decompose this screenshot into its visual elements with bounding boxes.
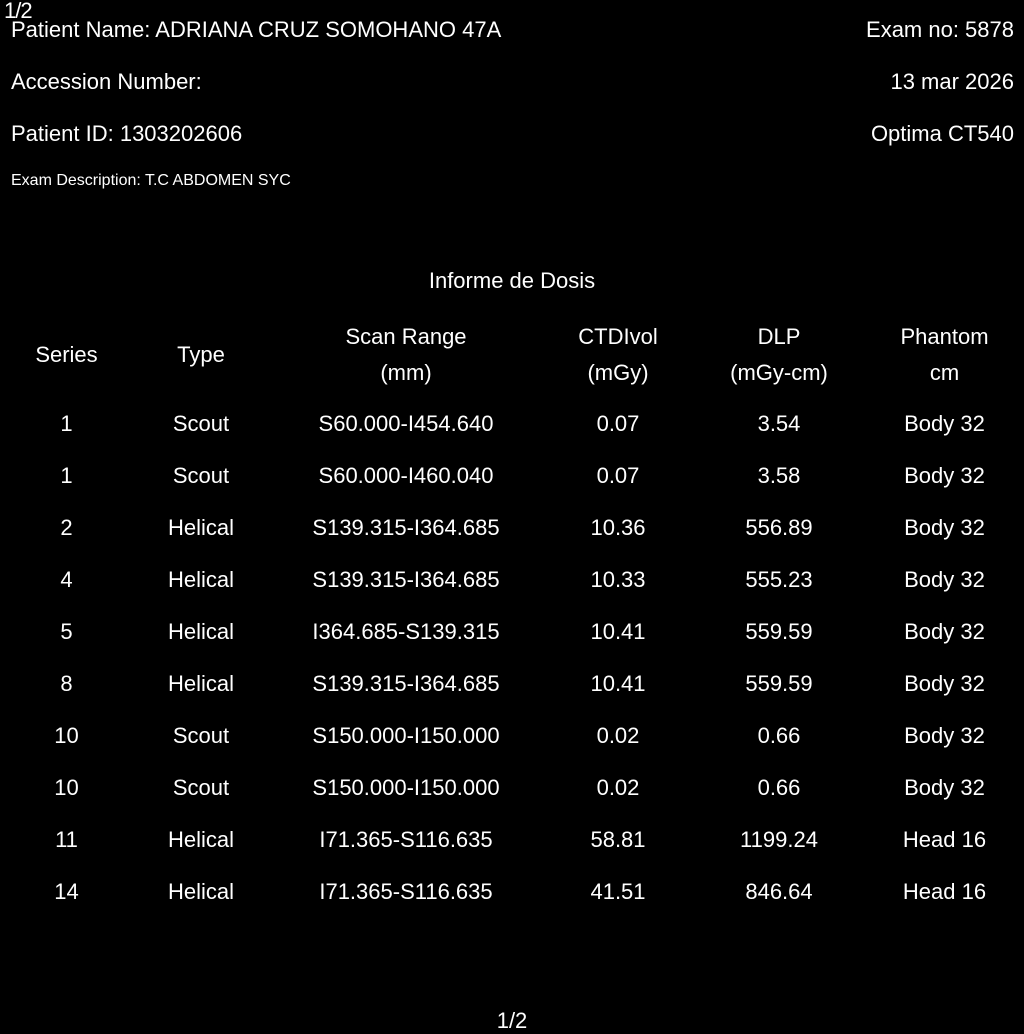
- column-header-scan-range-unit: (mm): [380, 360, 432, 385]
- cell-ctdivol: 10.33: [590, 567, 646, 592]
- cell-dlp: 559.59: [745, 619, 813, 644]
- dose-report-table: [0, 318, 1024, 918]
- cell-series: 1: [60, 411, 73, 436]
- exam-number: Exam no: 5878: [866, 17, 1014, 42]
- cell-scan-range: S60.000-I460.040: [318, 463, 494, 488]
- cell-ctdivol: 58.81: [590, 827, 646, 852]
- cell-dlp: 3.54: [757, 411, 801, 436]
- cell-type: Scout: [172, 463, 230, 488]
- column-header-scan-range-label: Scan Range: [345, 324, 467, 349]
- table-row: [0, 398, 1024, 450]
- table-row: [0, 450, 1024, 502]
- cell-scan-range: S139.315-I364.685: [312, 671, 500, 696]
- column-header-ctdivol: [543, 318, 693, 392]
- cell-ctdivol: 0.02: [596, 723, 640, 748]
- accession-number: Accession Number:: [11, 69, 202, 94]
- column-header-ctdivol-unit: (mGy): [587, 360, 649, 385]
- cell-scan-range: S60.000-I454.640: [318, 411, 494, 436]
- cell-type: Helical: [167, 827, 235, 852]
- patient-name: Patient Name: ADRIANA CRUZ SOMOHANO 47A: [11, 17, 502, 42]
- page-counter-top: 1/2: [4, 0, 32, 23]
- cell-scan-range: I364.685-S139.315: [312, 619, 500, 644]
- cell-series: 4: [60, 567, 73, 592]
- cell-ctdivol: 10.41: [590, 671, 646, 696]
- cell-ctdivol: 0.07: [596, 411, 640, 436]
- table-header-row: [0, 318, 1024, 392]
- cell-series: 1: [60, 463, 73, 488]
- cell-series: 14: [54, 879, 79, 904]
- column-header-phantom-unit: cm: [929, 360, 960, 385]
- table-row: [0, 762, 1024, 814]
- cell-phantom: Body 32: [904, 775, 985, 800]
- header-row-1: [11, 16, 1014, 44]
- cell-type: Helical: [167, 567, 235, 592]
- cell-phantom: Body 32: [904, 567, 985, 592]
- cell-type: Scout: [172, 723, 230, 748]
- cell-series: 10: [54, 775, 79, 800]
- cell-type: Helical: [167, 879, 235, 904]
- cell-ctdivol: 41.51: [590, 879, 646, 904]
- column-header-type-label: Type: [177, 342, 225, 367]
- cell-dlp: 0.66: [757, 775, 801, 800]
- header-row-2: [11, 68, 1014, 96]
- cell-series: 5: [60, 619, 73, 644]
- table-row: [0, 606, 1024, 658]
- table-row: [0, 658, 1024, 710]
- cell-type: Helical: [167, 619, 235, 644]
- exam-date: 13 mar 2026: [890, 69, 1014, 94]
- column-header-ctdivol-label: CTDIvol: [578, 324, 658, 349]
- column-header-dlp-label: DLP: [757, 324, 801, 349]
- report-title: Informe de Dosis: [428, 268, 596, 293]
- cell-series: 10: [54, 723, 79, 748]
- cell-phantom: Body 32: [904, 671, 985, 696]
- column-header-type: [133, 318, 269, 392]
- cell-phantom: Body 32: [904, 411, 985, 436]
- table-row: [0, 866, 1024, 918]
- cell-dlp: 555.23: [745, 567, 813, 592]
- cell-ctdivol: 10.41: [590, 619, 646, 644]
- cell-phantom: Body 32: [904, 515, 985, 540]
- cell-dlp: 559.59: [745, 671, 813, 696]
- column-header-phantom-label: Phantom: [900, 324, 989, 349]
- column-header-dlp-unit: (mGy-cm): [730, 360, 828, 385]
- cell-series: 11: [55, 827, 78, 852]
- table-row: [0, 710, 1024, 762]
- cell-scan-range: I71.365-S116.635: [319, 827, 493, 852]
- cell-scan-range: I71.365-S116.635: [319, 879, 493, 904]
- header-row-3: [11, 120, 1014, 148]
- cell-phantom: Head 16: [902, 827, 987, 852]
- cell-scan-range: S139.315-I364.685: [312, 567, 500, 592]
- table-row: [0, 814, 1024, 866]
- cell-type: Scout: [172, 411, 230, 436]
- cell-phantom: Body 32: [904, 619, 985, 644]
- cell-dlp: 0.66: [757, 723, 801, 748]
- cell-phantom: Body 32: [904, 463, 985, 488]
- cell-phantom: Body 32: [904, 723, 985, 748]
- table-row: [0, 554, 1024, 606]
- patient-id: Patient ID: 1303202606: [11, 121, 243, 146]
- cell-ctdivol: 0.02: [596, 775, 640, 800]
- column-header-scan-range: [269, 318, 543, 392]
- cell-dlp: 3.58: [757, 463, 801, 488]
- cell-ctdivol: 10.36: [590, 515, 646, 540]
- cell-scan-range: S139.315-I364.685: [312, 515, 500, 540]
- cell-dlp: 846.64: [745, 879, 813, 904]
- cell-scan-range: S150.000-I150.000: [312, 723, 500, 748]
- column-header-dlp: [693, 318, 865, 392]
- cell-scan-range: S150.000-I150.000: [312, 775, 500, 800]
- page-counter-bottom: 1/2: [496, 1008, 528, 1033]
- exam-description: Exam Description: T.C ABDOMEN SYC: [11, 172, 291, 189]
- cell-type: Scout: [172, 775, 230, 800]
- cell-series: 8: [60, 671, 73, 696]
- cell-phantom: Head 16: [902, 879, 987, 904]
- cell-type: Helical: [167, 515, 235, 540]
- column-header-series-label: Series: [35, 342, 98, 367]
- table-row: [0, 502, 1024, 554]
- cell-ctdivol: 0.07: [596, 463, 640, 488]
- cell-dlp: 1199.24: [740, 827, 818, 852]
- column-header-phantom: [865, 318, 1024, 392]
- scanner-model: Optima CT540: [870, 121, 1014, 146]
- cell-type: Helical: [167, 671, 235, 696]
- column-header-series: [0, 318, 133, 392]
- cell-series: 2: [60, 515, 73, 540]
- cell-dlp: 556.89: [745, 515, 813, 540]
